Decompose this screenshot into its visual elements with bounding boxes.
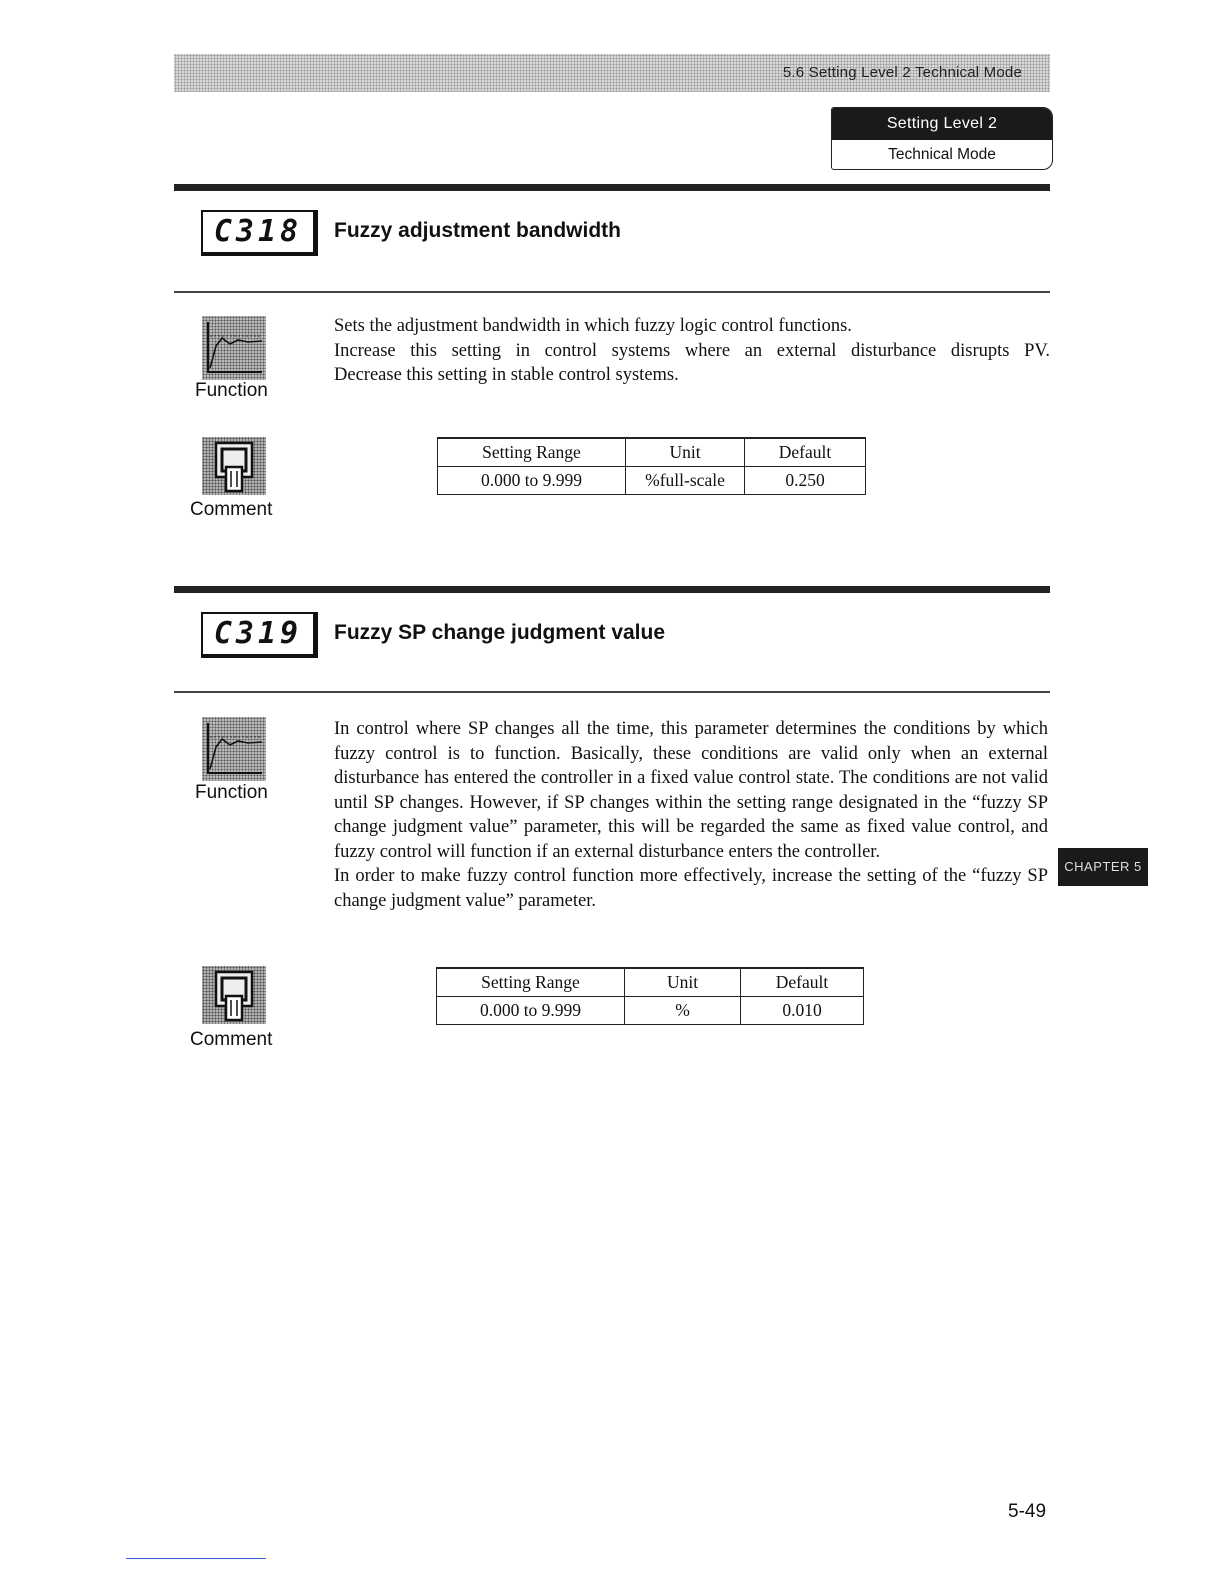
function-description: [334, 314, 1050, 388]
function-graph-icon: [202, 717, 266, 781]
footer-rule: [126, 1558, 266, 1559]
comment-label: Comment: [190, 499, 273, 520]
section-divider-thin: [174, 691, 1050, 693]
setting-level-label: Setting Level 2: [832, 108, 1052, 140]
function-text-paragraph: In order to make fuzzy control function more effectively, increase the setting of the “fuzzy SP change judgment value” parameter.: [334, 866, 1048, 911]
table-header-cell: Setting Range: [437, 968, 625, 997]
chapter-tab: CHAPTER 5: [1058, 848, 1148, 886]
table-header-cell: Unit: [625, 968, 741, 997]
table-cell: %full-scale: [626, 467, 745, 495]
comment-label: Comment: [190, 1029, 273, 1050]
technical-mode-label: Technical Mode: [888, 146, 996, 163]
table-header-row: [438, 438, 866, 467]
running-header-title: 5.6 Setting Level 2 Technical Mode: [782, 64, 1022, 81]
function-description: [334, 717, 1048, 913]
table-header-row: [437, 968, 864, 997]
table-cell: 0.010: [741, 997, 864, 1025]
table-cell: 0.000 to 9.999: [438, 467, 626, 495]
table-header-cell: Default: [741, 968, 864, 997]
function-text-line: Sets the adjustment bandwidth in which fuzzy logic control functions.: [334, 316, 852, 336]
function-text-line: Increase this setting in control systems where an external disturbance disrupts PV.: [334, 340, 1050, 361]
function-label: Function: [195, 380, 268, 401]
function-text-line: Decrease this setting in stable control systems.: [334, 365, 679, 385]
table-row: [437, 997, 864, 1025]
section-divider-thin: [174, 291, 1050, 293]
function-text-paragraph: In control where SP changes all the time, this parameter determines the conditions by which fuzzy control is to function. Basically, these conditions are valid only when an external disturbance has entered the controller in a fixed value control state. The conditions are not valid until SP changes. However, if SP changes within the setting range designated in the “fuzzy SP change judgment value” parameter, this will be regarded the same as fixed value control, and fuzzy control will function if an external disturbance enters the controller.: [334, 719, 1048, 862]
setting-level-badge: [831, 107, 1053, 170]
comment-hand-icon: [202, 437, 266, 495]
table-header-cell: Setting Range: [438, 438, 626, 467]
parameter-code-display: C318: [201, 210, 318, 256]
parameter-table: [436, 967, 864, 1025]
function-graph-icon: [202, 316, 266, 380]
running-header-band: [174, 54, 1050, 92]
parameter-table: [437, 437, 866, 495]
page-number: 5-49: [1008, 1501, 1047, 1522]
table-cell: 0.250: [745, 467, 866, 495]
section-divider-thick: [174, 184, 1050, 191]
function-label: Function: [195, 782, 268, 803]
section-title: Fuzzy adjustment bandwidth: [334, 219, 621, 242]
section-title: Fuzzy SP change judgment value: [334, 621, 666, 644]
parameter-code-display: C319: [201, 612, 318, 658]
comment-hand-icon: [202, 966, 266, 1024]
table-row: [438, 467, 866, 495]
table-header-cell: Unit: [626, 438, 745, 467]
table-header-cell: Default: [745, 438, 866, 467]
section-divider-thick: [174, 586, 1050, 593]
table-cell: %: [625, 997, 741, 1025]
table-cell: 0.000 to 9.999: [437, 997, 625, 1025]
